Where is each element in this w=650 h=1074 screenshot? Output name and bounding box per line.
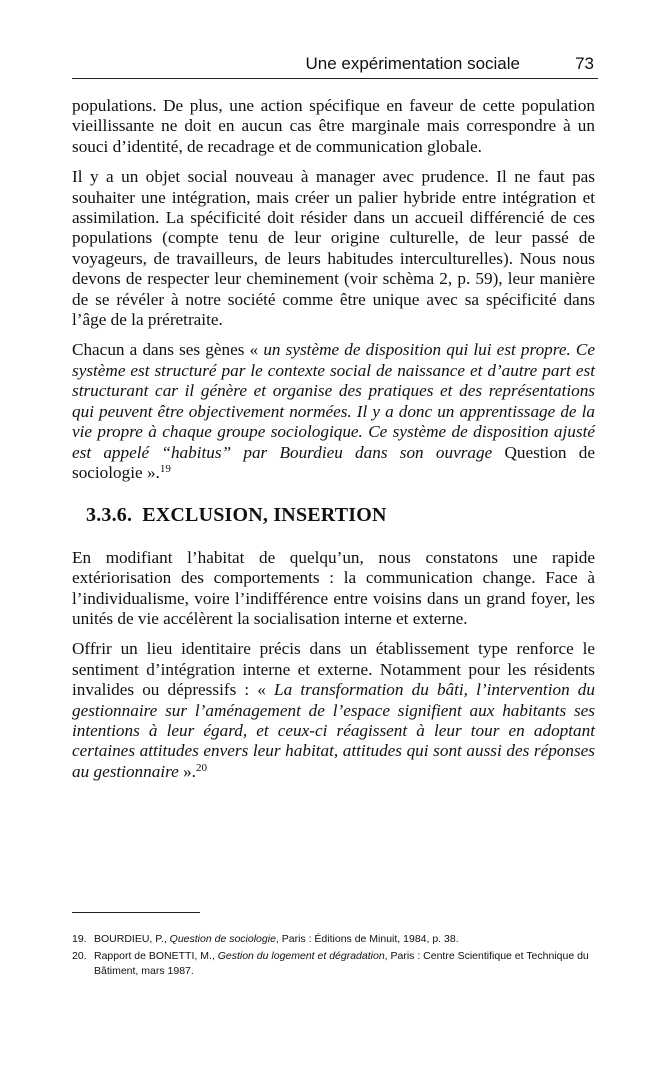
paragraph-3-end: Question de sociologie ».	[72, 442, 595, 482]
footnote-divider	[72, 912, 200, 913]
paragraph-4: En modifiant l’habitat de quelqu’un, nous constatons une rapide extériorisation des comportements : la communication change. Face à l’individualisme, voire l’indifférence entre voisins dans un grand foyer, les unités de vie accélèrent la socialisation interne et externe.	[72, 547, 595, 628]
footnote-20	[72, 949, 595, 979]
footnote-publisher: , Paris : Centre Scientifique et Technique du Bâtiment, mars 1987.	[94, 950, 589, 977]
paragraph-1: populations. De plus, une action spécifique en faveur de cette population vieillissante ne doit en aucun cas être marginale mais correspondre à un souci d’identité, de recadrage et de communication globale.	[72, 96, 595, 156]
paragraph-3	[72, 340, 595, 483]
running-title: Une expérimentation sociale	[305, 54, 520, 73]
body-text	[72, 96, 595, 792]
footnote-work-title: Question de sociologie	[169, 933, 276, 945]
footnotes	[72, 932, 595, 981]
footnote-number: 19.	[72, 933, 87, 945]
footnote-19	[72, 932, 595, 947]
paragraph-5-end: ».	[178, 761, 196, 781]
paragraph-3-intro: Chacun a dans ses gènes «	[72, 340, 264, 360]
footnote-author: BOURDIEU, P.,	[94, 933, 170, 945]
page-number: 73	[575, 54, 594, 73]
running-header	[72, 50, 598, 79]
paragraph-5	[72, 639, 595, 782]
section-title: EXCLUSION, INSERTION	[142, 504, 387, 527]
paragraph-5-quote: La transformation du bâti, l’intervention du gestionnaire sur l’aménagement de l’espace signifient aux habitants ses intentions à leur égard, et ceux-ci réagissent à leur tour en adoptant certaines attitudes envers leur habitat, attitudes qui sont aussi des réponses au gestionnaire	[72, 680, 595, 781]
footnote-publisher: , Paris : Éditions de Minuit, 1984, p. 38.	[275, 933, 459, 945]
paragraph-2: Il y a un objet social nouveau à manager avec prudence. Il ne faut pas souhaiter une intégration, mais créer un palier hybride entre intégration et assimilation. La spécificité doit résider dans un accueil différencié de ces populations (compte tenu de leur origine culturelle, de leur passé de voyageurs, de travailleurs, de leurs habitudes interculturelles). Nous nous devons de respecter leur cheminement (voir schèma 2, p. 59), leur manière de se révéler à notre société comme être unique avec sa spécificité dans l’âge de la préretraite.	[72, 167, 595, 330]
paragraph-3-quote: un système de disposition qui lui est propre. Ce système est structuré par le contexte social de naissance et d’autre part est structurant car il génère et organise des pratiques et des représentations qui peuvent être objectivement normées. Il y a donc un apprentissage de la vie propre à chaque groupe sociologique. Ce système de disposition ajusté est appelé “habitus” par Bourdieu dans son ouvrage	[72, 340, 595, 462]
footnote-text	[94, 932, 595, 947]
footnote-work-title: Gestion du logement et dégradation	[217, 950, 385, 962]
section-number: 3.3.6.	[86, 504, 133, 527]
footnote-text	[94, 949, 595, 979]
footnote-number: 20.	[72, 950, 87, 962]
section-heading	[86, 505, 595, 525]
footnote-ref-19[interactable]: 19	[159, 462, 171, 475]
paragraph-5-intro: Offrir un lieu identitaire précis dans un établissement type renforce le sentiment d’intégration interne et externe. Notamment pour les résidents invalides ou dépressifs : «	[72, 639, 595, 700]
footnote-author: Rapport de BONETTI, M.,	[94, 950, 218, 962]
footnote-ref-20[interactable]: 20	[195, 761, 207, 774]
